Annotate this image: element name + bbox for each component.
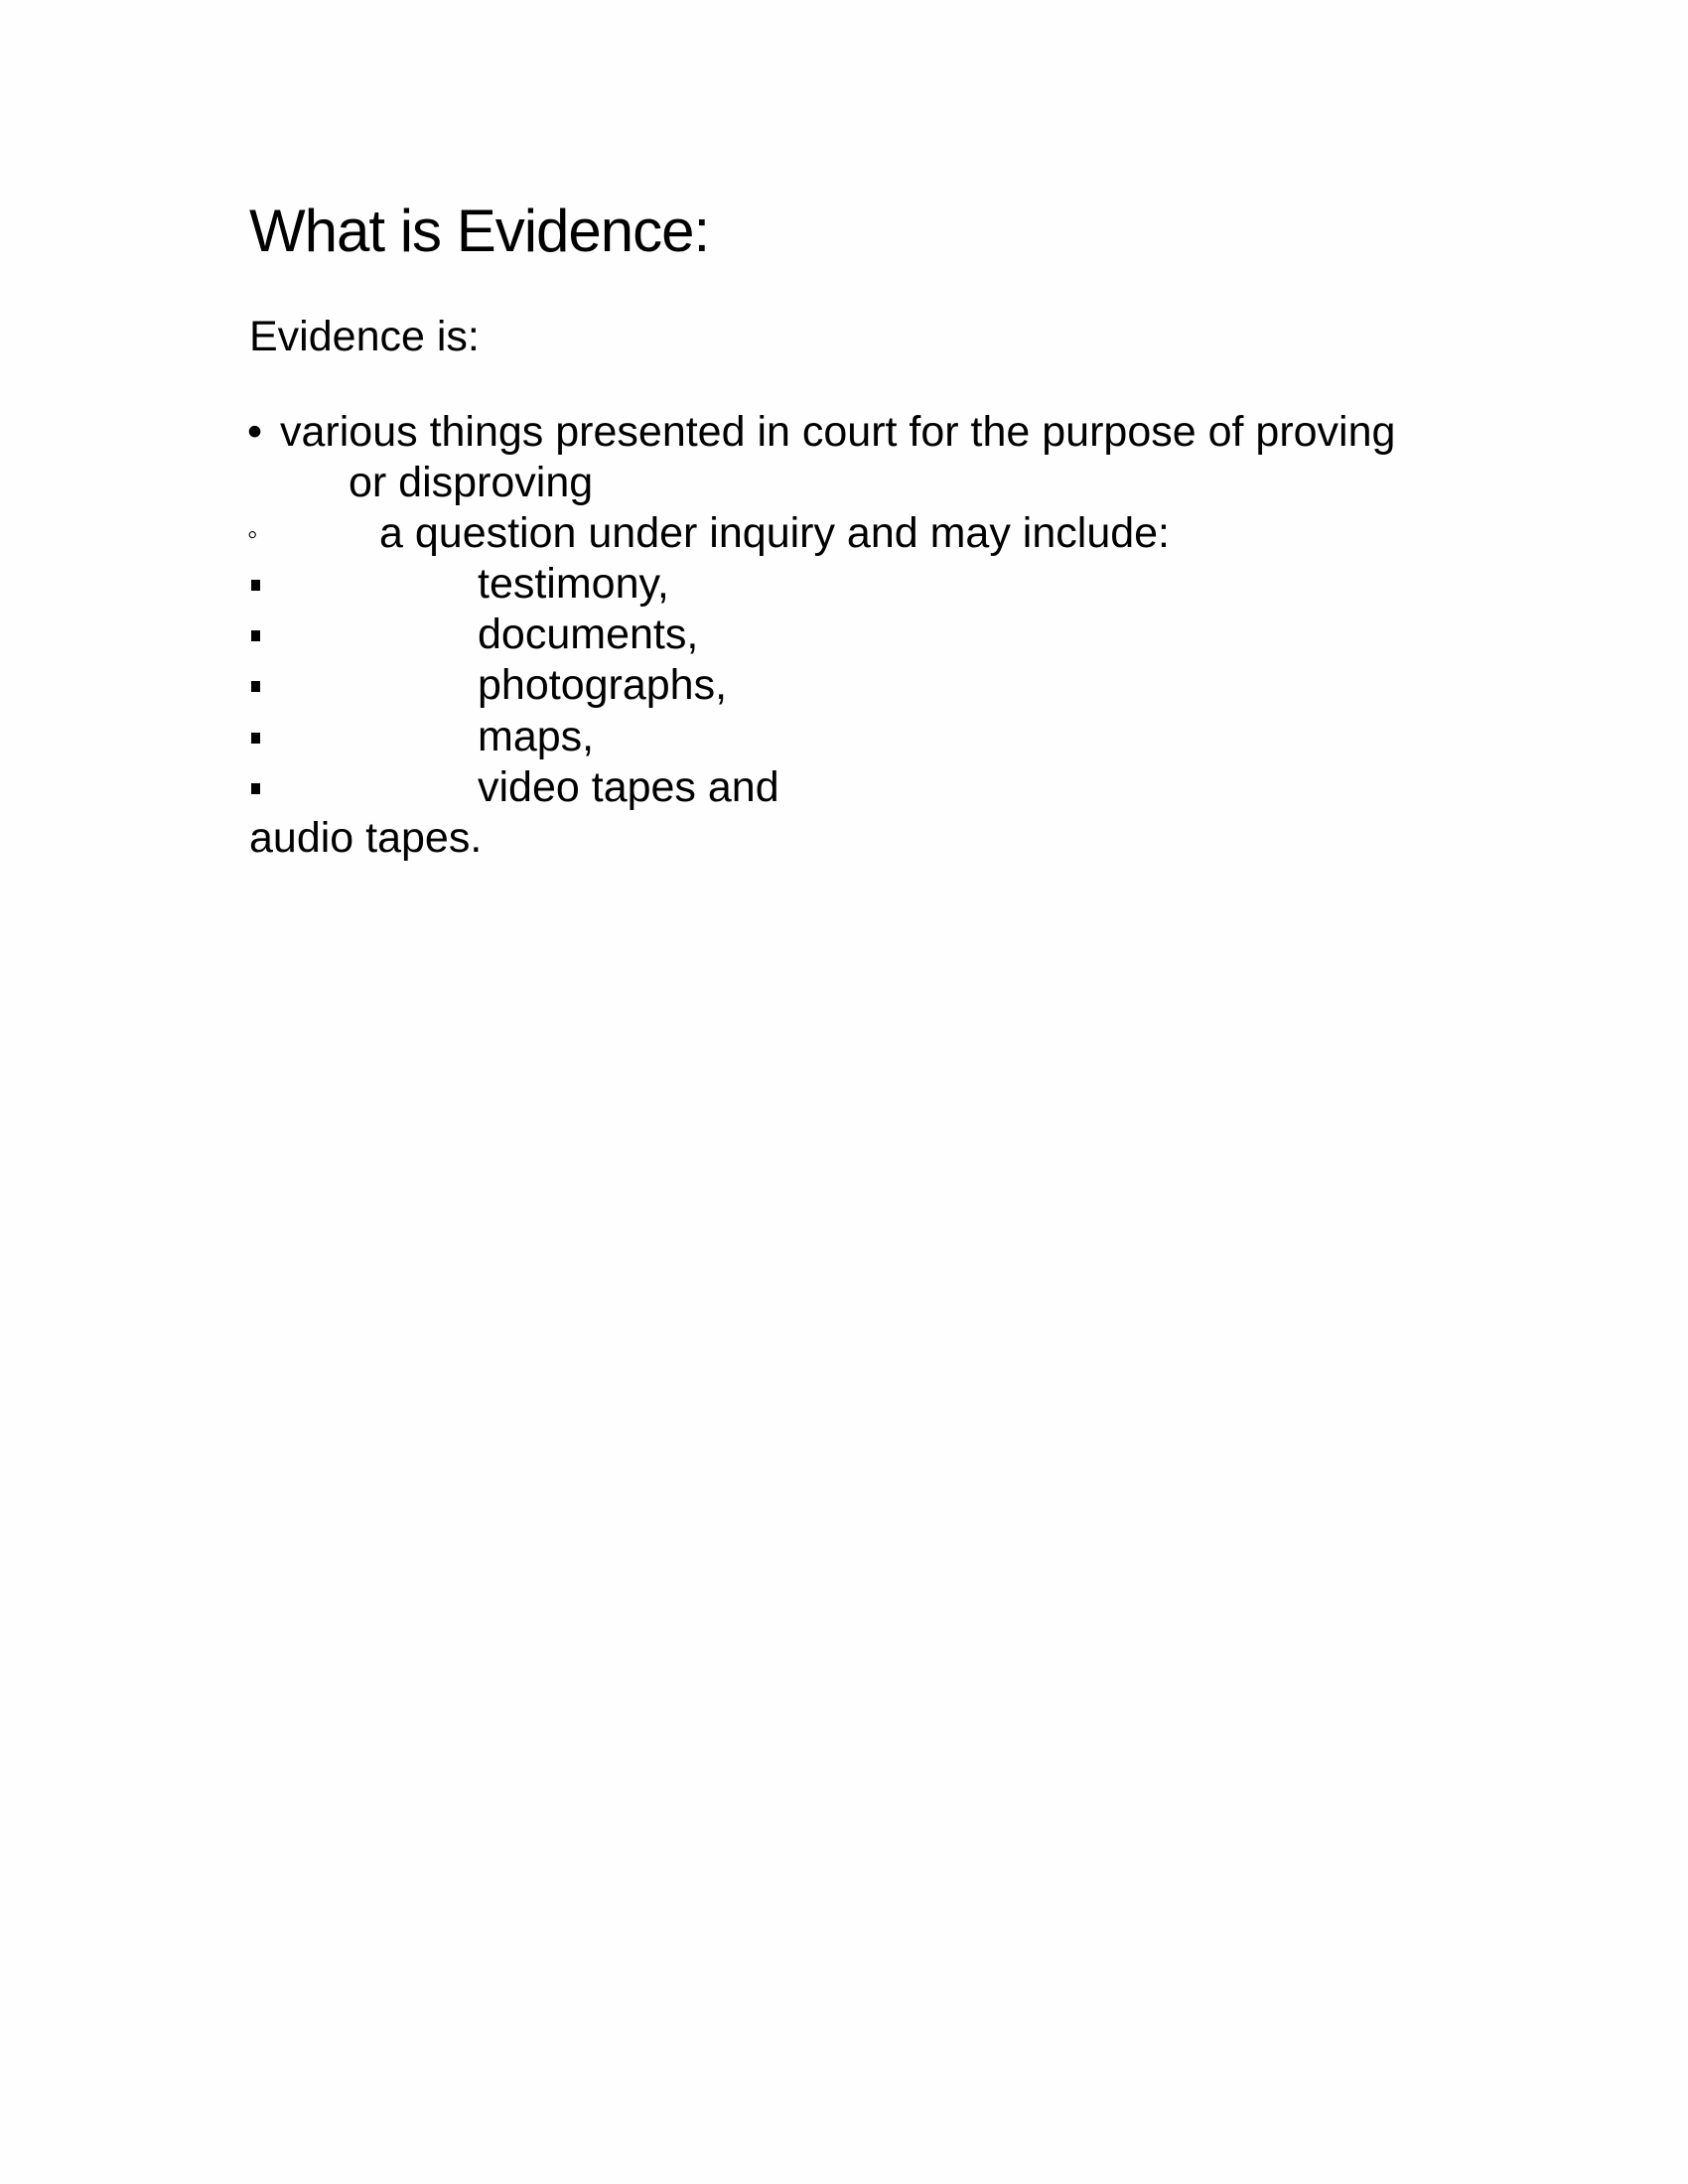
intro-text: Evidence is: bbox=[249, 313, 480, 360]
square-bullet-icon bbox=[251, 681, 260, 692]
square-bullet-icon bbox=[251, 733, 260, 744]
square-bullet-icon bbox=[251, 630, 260, 641]
bullet-icon: • bbox=[247, 408, 263, 456]
trailing-text: audio tapes. bbox=[249, 814, 483, 862]
square-bullet-icon bbox=[251, 580, 260, 591]
circle-bullet-icon: ◦ bbox=[247, 518, 258, 551]
list-item: photographs, bbox=[478, 661, 728, 709]
list-item: documents, bbox=[478, 611, 699, 658]
list-item-continuation: or disproving bbox=[349, 459, 594, 506]
list-item: maps, bbox=[478, 713, 595, 760]
sub-list-item-text: a question under inquiry and may include: bbox=[379, 509, 1171, 557]
page-title: What is Evidence: bbox=[249, 198, 710, 264]
list-item: testimony, bbox=[478, 560, 669, 608]
list-item-text: various things presented in court for the purpose of proving bbox=[280, 408, 1396, 456]
square-bullet-icon bbox=[251, 783, 260, 794]
list-item: video tapes and bbox=[478, 763, 779, 811]
